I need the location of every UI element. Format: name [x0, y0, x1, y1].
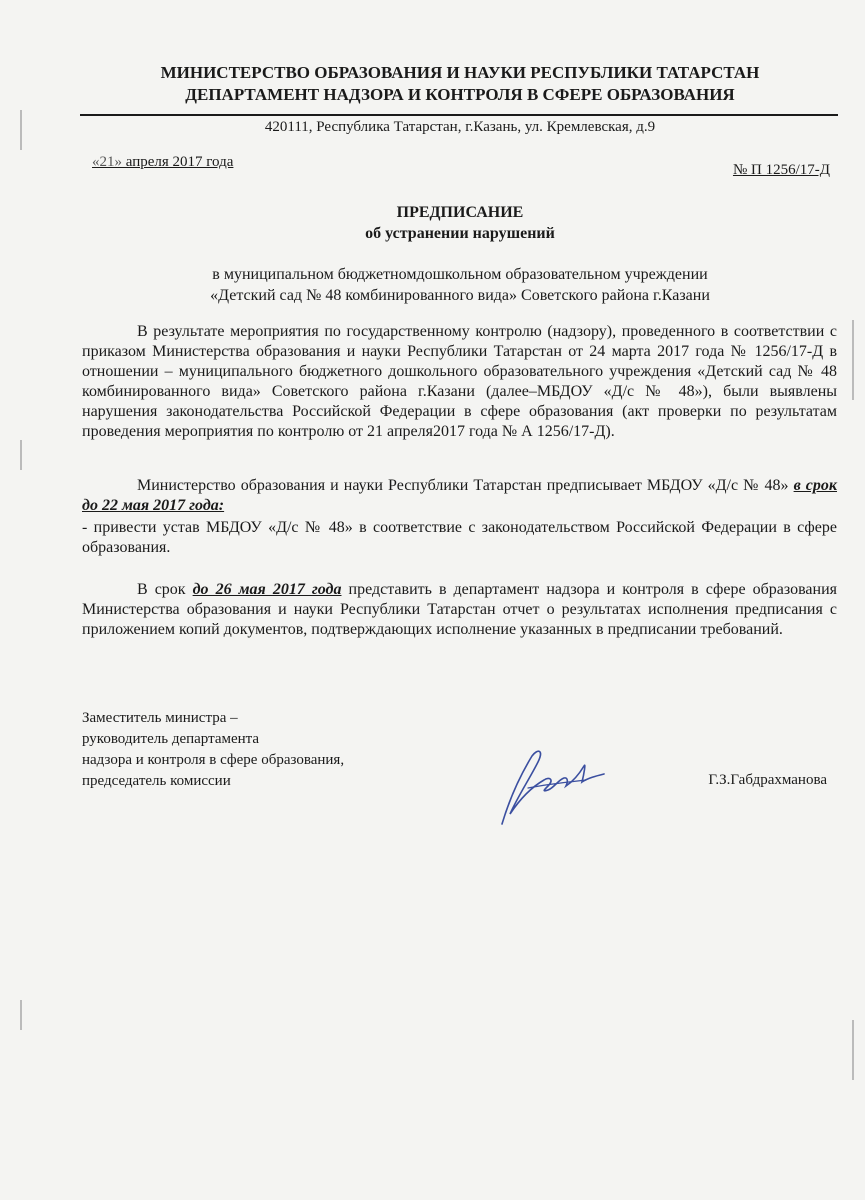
- paragraph-report: [82, 580, 837, 640]
- signer-line-1: Заместитель министра –: [82, 710, 238, 726]
- signer-line-3: надзора и контроля в сфере образования,: [82, 752, 345, 768]
- organization-line-1: в муниципальном бюджетномдошкольном образовательном учреждении: [212, 266, 708, 283]
- report-text-after: представить в департамент надзора и контроля в сфере образования Министерства образования и науки Республики Татарстан отчет о результатах исполнения предписания с приложением копий документов, подтверждающих исполнение указанных в предписании требований.: [82, 581, 838, 638]
- address: 420111, Республика Татарстан, г.Казань, ул. Кремлевская, д.9: [264, 119, 656, 135]
- document-title: [80, 202, 840, 244]
- ministry-name: МИНИСТЕРСТВО ОБРАЗОВАНИЯ И НАУКИ РЕСПУБЛИКИ ТАТАРСТАН: [160, 63, 760, 82]
- organization-line-2: «Детский сад № 48 комбинированного вида» Советского района г.Казани: [210, 287, 710, 304]
- paragraph-findings: В результате мероприятия по государственному контролю (надзору), проведенного в соответствии с приказом Министерства образования и науки Республики Татарстан от 24 марта 2017 года № 1256/17-Д в отношении – муниципального бюджетного дошкольного образовательного учреждения «Детский сад № 48 комбинированного вида» Советского района г.Казани (далее–МБДОУ «Д/с № 48»), были выявлены нарушения законодательства Российской Федерации в сфере образования (акт проверки по результатам проведения мероприятия по контролю от 21 апреля2017 года № А 1256/17-Д).: [82, 323, 837, 440]
- scan-artifact: [20, 440, 22, 470]
- organization-block: [80, 264, 840, 306]
- signer-title: [82, 708, 344, 792]
- letterhead-rule: [80, 114, 838, 116]
- paragraph-requirement: - привести устав МБДОУ «Д/с № 48» в соответствие с законодательством Российской Федерации в сфере образования.: [82, 519, 837, 556]
- paragraph-order: [82, 476, 837, 516]
- scan-artifact: [20, 1000, 22, 1030]
- handwritten-signature: [488, 744, 618, 834]
- document-date: [92, 154, 233, 171]
- order-text: Министерство образования и науки Республики Татарстан предписывает МБДОУ «Д/с № 48»: [137, 477, 794, 494]
- title-main: ПРЕДПИСАНИЕ: [396, 204, 524, 221]
- signature-stroke: [502, 751, 604, 824]
- scan-artifact: [852, 320, 854, 400]
- scan-artifact: [852, 1020, 854, 1080]
- date-month-year: апреля 2017 года: [122, 154, 234, 170]
- order-deadline: в срок до 22 мая 2017 года:: [82, 477, 838, 514]
- letterhead: [80, 62, 840, 106]
- department-name: ДЕПАРТАМЕНТ НАДЗОРА И КОНТРОЛЯ В СФЕРЕ ОБРАЗОВАНИЯ: [185, 85, 735, 104]
- title-sub: об устранении нарушений: [365, 225, 555, 242]
- scan-artifact: [20, 110, 22, 150]
- signer-line-2: руководитель департамента: [82, 731, 260, 747]
- report-deadline: до 26 мая 2017 года: [192, 581, 342, 598]
- report-text-before: В срок: [137, 581, 193, 598]
- date-day: «21»: [92, 154, 122, 170]
- signer-line-4: председатель комиссии: [82, 773, 231, 789]
- document-number: № П 1256/17-Д: [732, 162, 830, 178]
- signer-name: Г.З.Габдрахманова: [708, 772, 827, 788]
